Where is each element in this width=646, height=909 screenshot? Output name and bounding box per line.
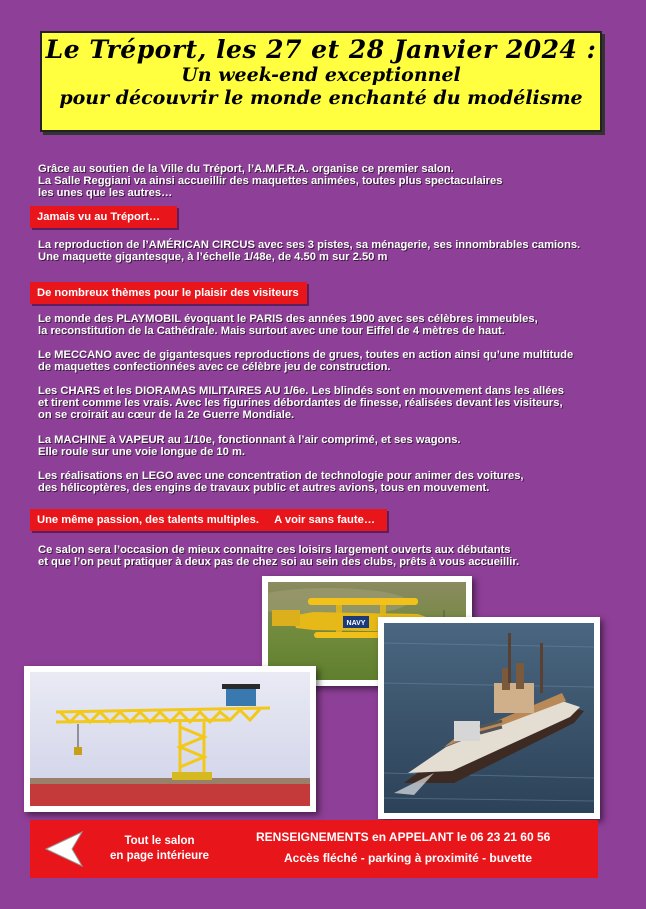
footer-left-line: en page intérieure bbox=[109, 850, 210, 862]
section-heading-themes: De nombreux thèmes pour le plaisir des visiteurs bbox=[30, 282, 307, 304]
text-line: Le MECCANO avec de gigantesques reproductions de grues, toutes en action ainsi qu’une multitude bbox=[38, 349, 574, 361]
event-subtitle-1: Un week-end exceptionnel bbox=[181, 64, 461, 86]
plane-marking-text: NAVY bbox=[346, 620, 366, 627]
text-line: et que l’on peut pratiquer à deux pas de chez soi au sein des clubs, prêts à vous accueillir. bbox=[38, 556, 520, 568]
arrow-left-icon[interactable] bbox=[44, 828, 84, 870]
intro-line: La Salle Reggiani va ainsi accueillir des maquettes animées, toutes plus spectaculaires bbox=[38, 175, 503, 187]
intro-line: les unes que les autres… bbox=[38, 187, 173, 199]
section-heading-jamais-vu: Jamais vu au Tréport… bbox=[30, 206, 177, 228]
text-line: La MACHINE à VAPEUR au 1/10e, fonctionnant à l’air comprimé, et ses wagons. bbox=[38, 434, 461, 446]
text-line: Le monde des PLAYMOBIL évoquant le PARIS des années 1900 avec ses célèbres immeubles, bbox=[38, 313, 538, 325]
text-line: on se croirait au cœur de la 2e Guerre Mondiale. bbox=[38, 409, 295, 421]
intro-line: Grâce au soutien de la Ville du Tréport, l’A.M.F.R.A. organise ce premier salon. bbox=[38, 163, 454, 175]
text-line: la reconstitution de la Cathédrale. Mais surtout avec une tour Eiffel de 4 mètres de haut. bbox=[38, 325, 505, 337]
text-line: Les réalisations en LEGO avec une concentration de technologie pour animer des voitures, bbox=[38, 470, 524, 482]
chars-paragraph bbox=[38, 385, 598, 421]
text-line: Les CHARS et les DIORAMAS MILITAIRES AU 1/6e. Les blindés sont en mouvement dans les allées bbox=[38, 385, 564, 397]
text-line: de maquettes confectionnées avec ce célèbre jeu de construction. bbox=[38, 361, 391, 373]
event-subtitle-2: pour découvrir le monde enchanté du modélisme bbox=[59, 87, 583, 109]
text-line: Ce salon sera l’occasion de mieux connaitre ces loisirs largement ouverts aux débutants bbox=[38, 544, 511, 556]
event-header bbox=[40, 31, 602, 132]
event-title: Le Tréport, les 27 et 28 Janvier 2024 : bbox=[45, 35, 597, 64]
circus-paragraph bbox=[38, 239, 598, 263]
text-line: La reproduction de l’AMÉRICAN CIRCUS avec ses 3 pistes, sa ménagerie, ses innombrables camions. bbox=[38, 239, 581, 251]
text-line: et tirent comme les vrais. Avec les figurines débordantes de finesse, réalisées devant les visiteurs, bbox=[38, 397, 563, 409]
text-line: Elle roule sur une voie longue de 10 m. bbox=[38, 446, 246, 458]
section-heading-passion: Une même passion, des talents multiples. A voir sans faute… bbox=[30, 509, 387, 531]
footer-left-line: Tout le salon bbox=[124, 835, 195, 847]
playmobil-paragraph bbox=[38, 313, 598, 337]
warship-photo bbox=[378, 617, 600, 819]
lego-paragraph bbox=[38, 470, 598, 494]
intro-paragraph bbox=[38, 163, 598, 199]
text-line: des hélicoptères, des engins de travaux public et autres avions, tous en mouvement. bbox=[38, 482, 490, 494]
access-info: Accès fléché - parking à proximité - buvette bbox=[284, 851, 533, 865]
footer-banner bbox=[30, 820, 598, 878]
closing-paragraph bbox=[38, 544, 598, 568]
meccano-paragraph bbox=[38, 349, 598, 373]
machine-vapeur-paragraph bbox=[38, 434, 598, 458]
text-line: Une maquette gigantesque, à l’échelle 1/48e, de 4.50 m sur 2.50 m bbox=[38, 251, 388, 263]
crane-photo bbox=[24, 666, 316, 812]
contact-info: RENSEIGNEMENTS en APPELANT le 06 23 21 60 56 bbox=[256, 830, 551, 844]
see-interior-link[interactable] bbox=[92, 834, 227, 864]
